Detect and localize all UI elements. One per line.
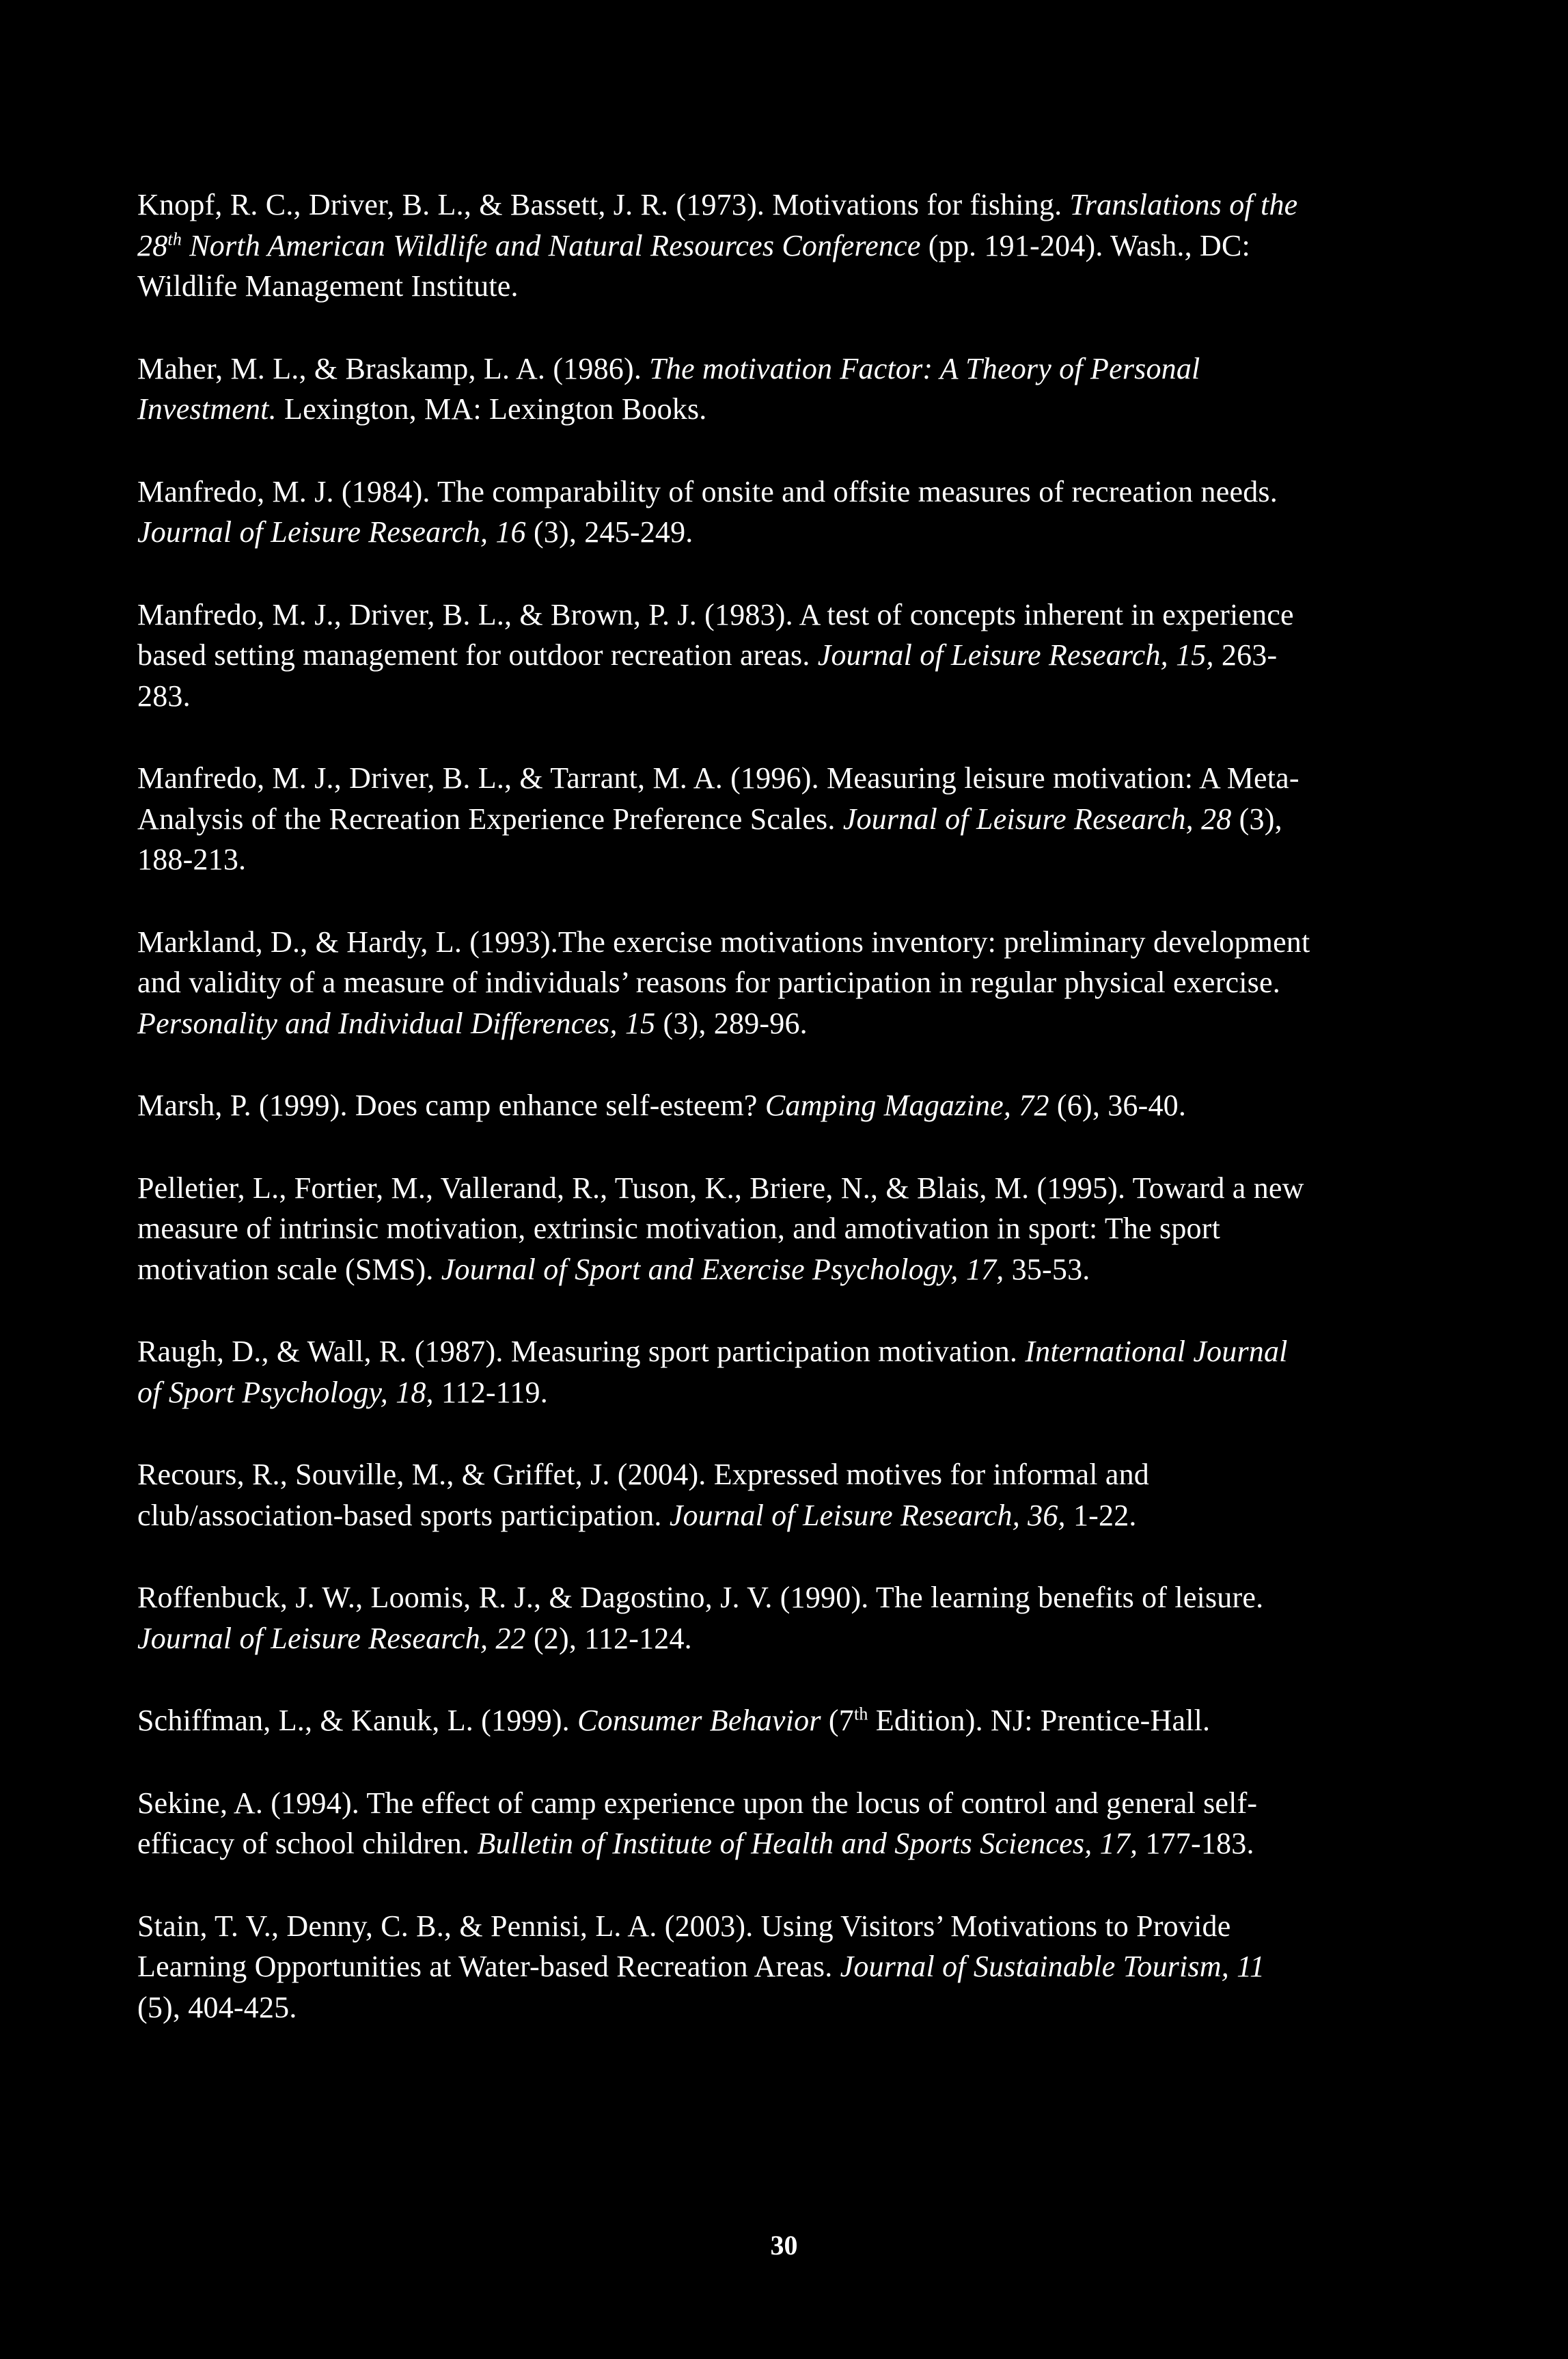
reference-italic-text: North American Wildlife and Natural Resources Conference (182, 228, 921, 262)
reference-text: Maher, M. L., & Braskamp, L. A. (1986). (137, 351, 650, 385)
reference-text: Manfredo, M. J. (1984). The comparability of onsite and offsite measures of recreation needs. (137, 474, 1278, 508)
reference-italic-text: Bulletin of Institute of Health and Sports Sciences, 17, (477, 1827, 1138, 1860)
reference-italic-text: Journal of Leisure Research, 16 (137, 515, 526, 549)
reference-text: Edition). NJ: Prentice-Hall. (868, 1704, 1211, 1737)
reference-text: Recours, R., Souville, M., & Griffet, J. (2004). Expressed motives for informal and club/association-based sports participation. (137, 1458, 1149, 1532)
reference-text: 177-183. (1138, 1827, 1254, 1860)
reference-text: Sekine, A. (1994). The effect of camp experience upon the locus of control and general self-efficacy of school children. (137, 1786, 1258, 1860)
reference-entry (137, 922, 1312, 1044)
reference-entry (137, 1168, 1312, 1290)
reference-text: 263-283. (137, 638, 1278, 713)
reference-text: Stain, T. V., Denny, C. B., & Pennisi, L. A. (2003). Using Visitors’ Motivations to Provide Learning Opportunities at Water-based Recreation Areas. (137, 1909, 1231, 1983)
reference-italic-text: Journal of Leisure Research, 22 (137, 1621, 526, 1655)
reference-italic-text: Journal of Leisure Research, 15, (817, 638, 1214, 672)
reference-text: th (853, 1704, 868, 1724)
reference-text: 1-22. (1065, 1498, 1137, 1532)
reference-entry (137, 472, 1312, 553)
reference-text: Raugh, D., & Wall, R. (1987). Measuring sport participation motivation. (137, 1335, 1026, 1368)
reference-italic-text: Personality and Individual Differences, 15 (137, 1006, 656, 1040)
reference-text: Marsh, P. (1999). Does camp enhance self-esteem? (137, 1089, 765, 1122)
reference-text: Schiffman, L., & Kanuk, L. (1999). (137, 1704, 578, 1737)
reference-entry (137, 1700, 1312, 1741)
reference-text: Lexington, MA: Lexington Books. (276, 392, 707, 426)
reference-italic-text: Journal of Leisure Research, 36, (669, 1498, 1066, 1532)
page-number: 30 (770, 2230, 798, 2261)
reference-text: Roffenbuck, J. W., Loomis, R. J., & Dagostino, J. V. (1990). The learning benefits of leisure. (137, 1581, 1264, 1614)
reference-text: (3), 188-213. (137, 802, 1282, 876)
reference-text: Manfredo, M. J., Driver, B. L., & Tarrant, M. A. (1996). Measuring leisure motivation: A Meta-Analysis of the Recreation Experience Preference Scales. (137, 761, 1299, 836)
reference-italic-text: Camping Magazine, 72 (765, 1089, 1049, 1122)
reference-text: (3), 289-96. (655, 1006, 808, 1040)
reference-text: Manfredo, M. J., Driver, B. L., & Brown, P. J. (1983). A test of concepts inherent in experience based setting management for outdoor recreation areas. (137, 597, 1294, 672)
reference-entry (137, 1454, 1312, 1536)
reference-entry (137, 349, 1312, 430)
reference-entry (137, 595, 1312, 717)
reference-entry (137, 1577, 1312, 1659)
reference-text: (6), 36-40. (1049, 1089, 1187, 1122)
reference-text: 35-53. (1004, 1252, 1090, 1286)
reference-entry (137, 1331, 1312, 1413)
reference-text: 112-119. (433, 1375, 548, 1409)
reference-italic-text: Translations of the 28 (137, 188, 1298, 262)
reference-italic-text: Journal of Sustainable Tourism, 11 (840, 1950, 1265, 1983)
reference-text: (7 (821, 1704, 854, 1737)
reference-italic-text: Journal of Sport and Exercise Psychology, 17, (441, 1252, 1004, 1286)
reference-entry (137, 1085, 1312, 1126)
reference-italic-text: The motivation Factor: A Theory of Personal Investment. (137, 351, 1200, 426)
reference-text: Pelletier, L., Fortier, M., Vallerand, R., Tuson, K., Briere, N., & Blais, M. (1995). Toward a new measure of intrinsic motivation, extrinsic motivation, and amotivation in sport: The sport motivation scale (SMS). (137, 1171, 1304, 1286)
reference-text: (2), 112-124. (525, 1621, 692, 1655)
reference-text: Knopf, R. C., Driver, B. L., & Bassett, J. R. (1973). Motivations for fishing. (137, 188, 1070, 221)
reference-entry (137, 1783, 1312, 1864)
reference-entry (137, 758, 1312, 880)
reference-italic-text: Consumer Behavior (577, 1704, 821, 1737)
reference-italic-text: th (167, 228, 182, 249)
reference-text: (pp. 191-204). Wash., DC: Wildlife Management Institute. (137, 228, 1250, 303)
reference-entry (137, 1906, 1312, 2028)
reference-text: (3), 245-249. (525, 515, 693, 549)
reference-text: Markland, D., & Hardy, L. (1993).The exercise motivations inventory: preliminary development and validity of a measure of individuals’ reasons for participation in regular physical exercise. (137, 925, 1310, 999)
reference-text: (5), 404-425. (137, 1990, 297, 2024)
reference-entry (137, 185, 1312, 307)
reference-italic-text: Journal of Leisure Research, 28 (842, 802, 1232, 836)
reference-list (137, 185, 1312, 2069)
reference-italic-text: International Journal of Sport Psychology, 18, (137, 1335, 1288, 1409)
